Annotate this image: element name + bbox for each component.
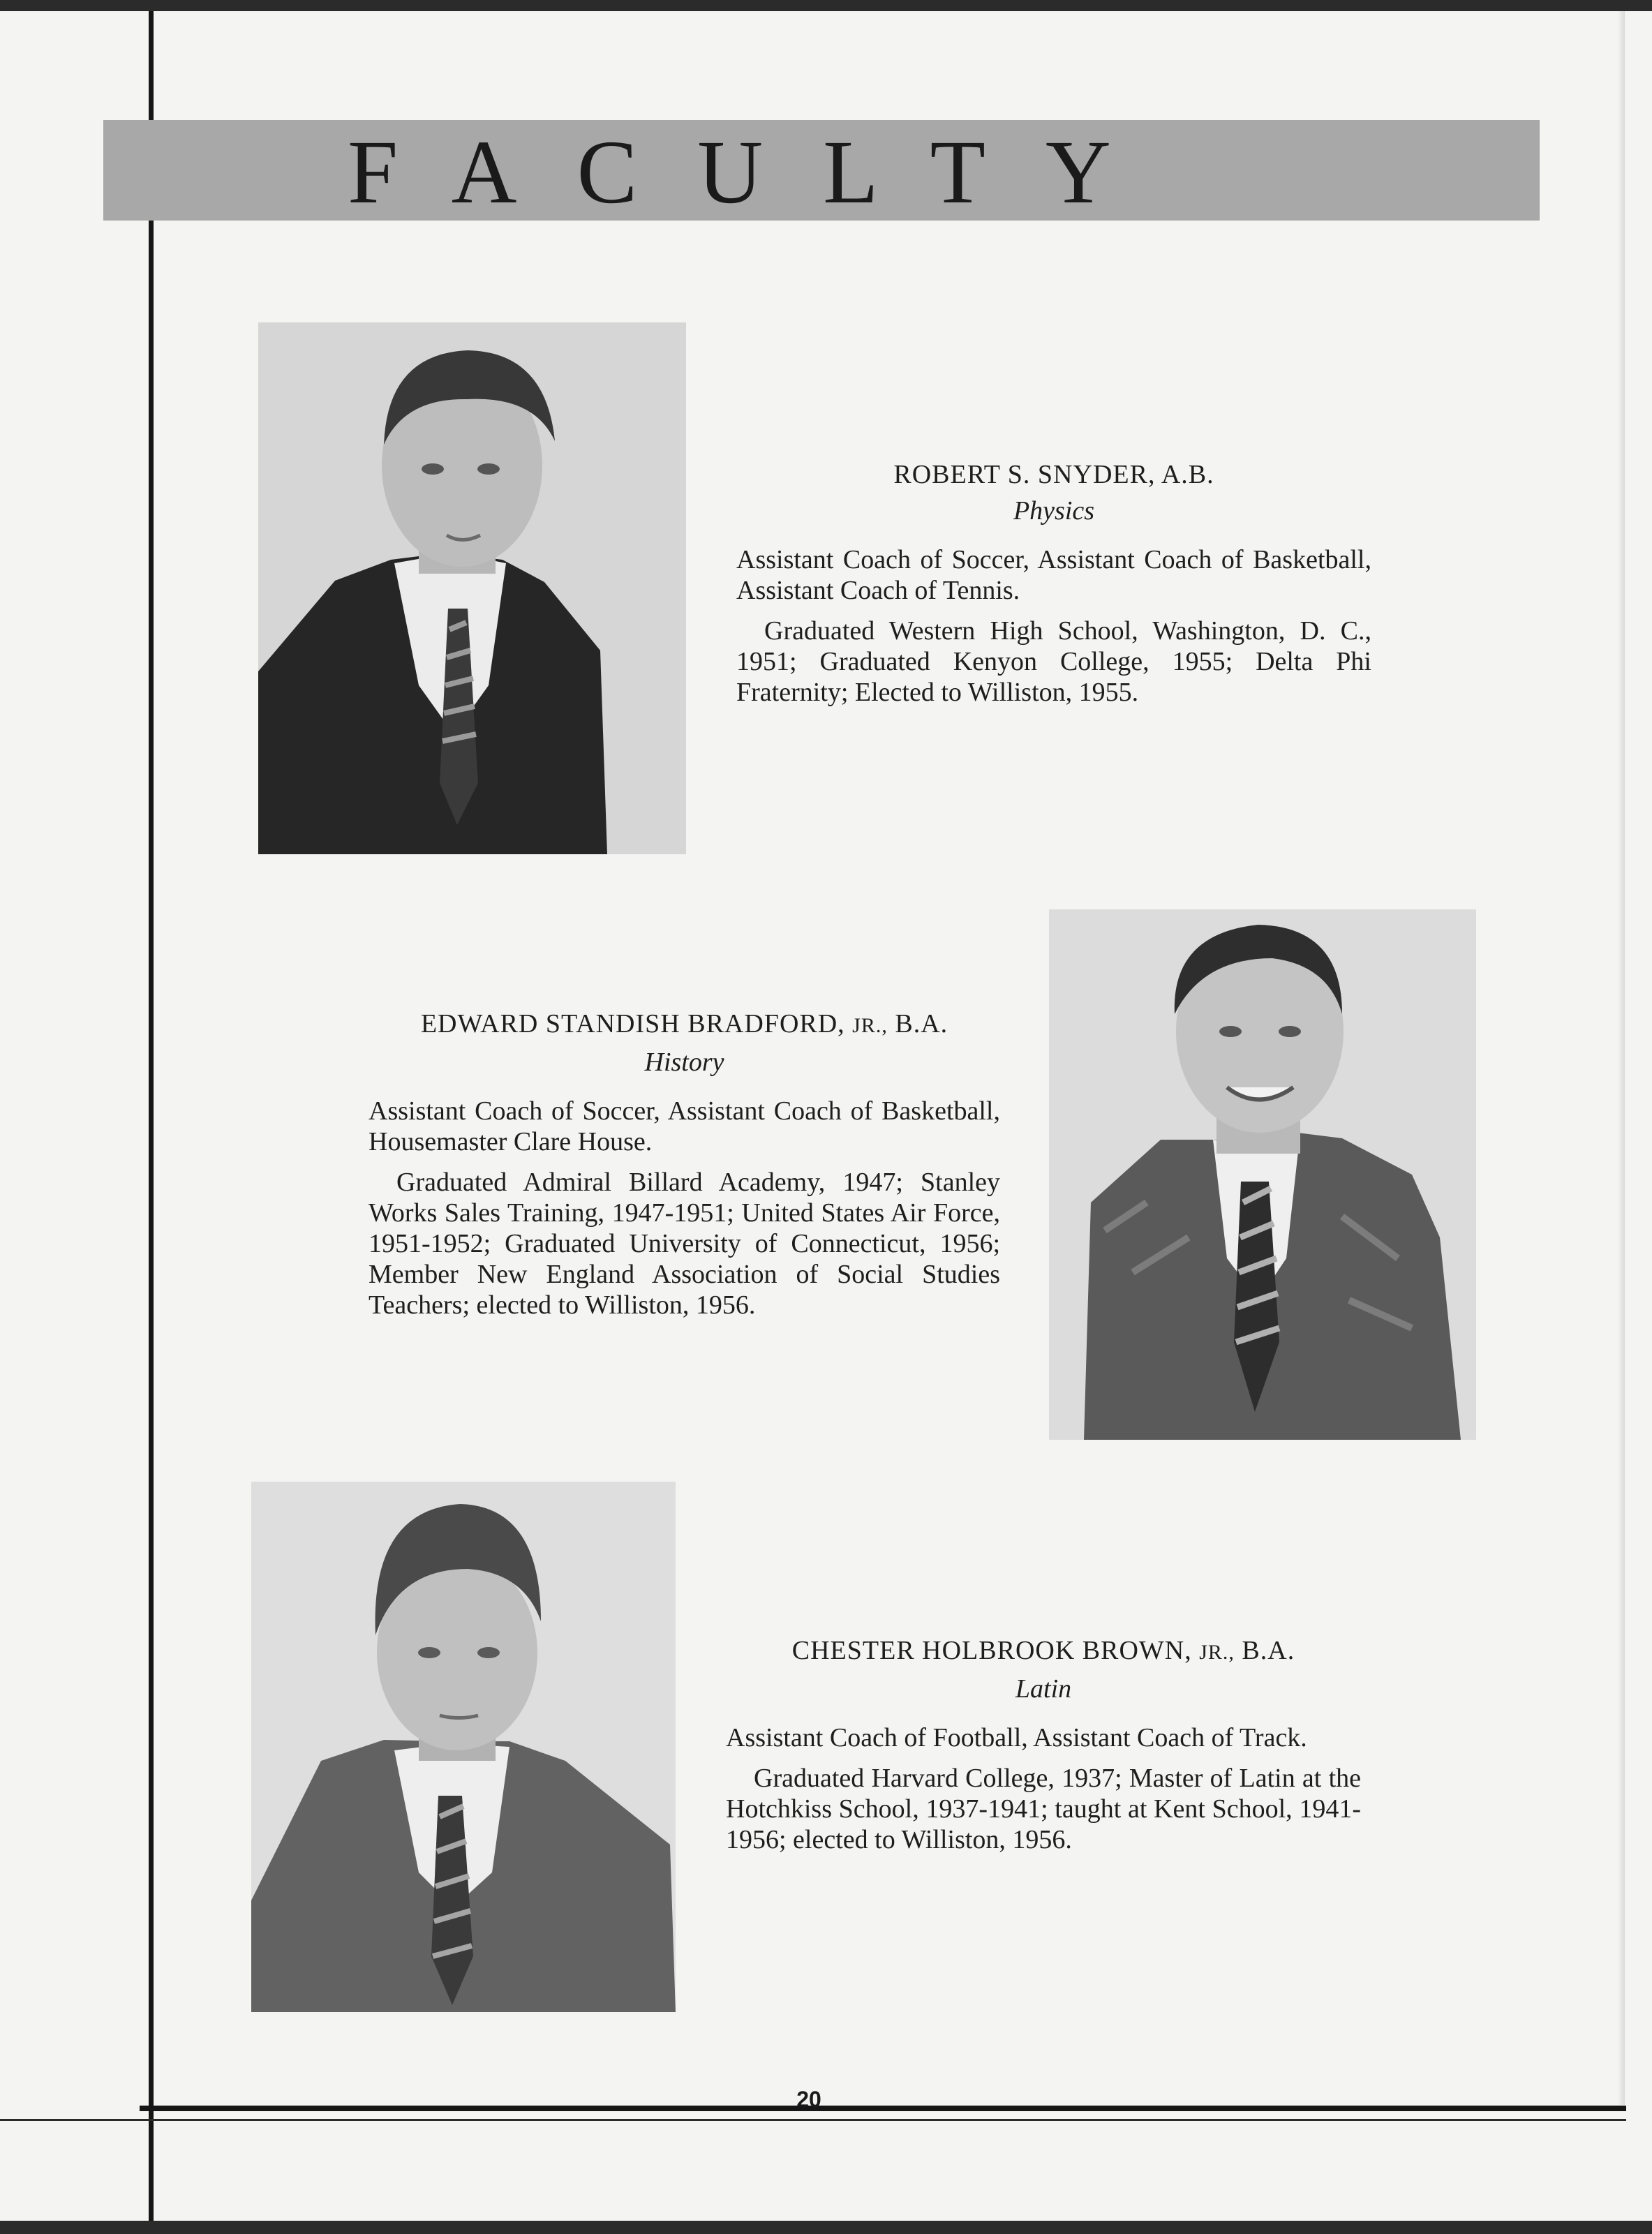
faculty-entry-brown: [726, 1635, 1361, 1855]
faculty-entry-bradford: [369, 1008, 1000, 1320]
footer-rule-thin: [0, 2119, 1626, 2121]
page-title: FACULTY: [348, 122, 1171, 223]
scan-top-edge: [0, 0, 1652, 11]
portrait-photo-brown: [251, 1482, 676, 2012]
page-rule-vertical: [149, 11, 154, 2234]
faculty-duties: Assistant Coach of Soccer, Assistant Coach of Basketball, Housemaster Clare House.: [369, 1096, 1000, 1156]
portrait-photo-bradford: [1049, 909, 1476, 1440]
faculty-name: ROBERT S. SNYDER, A.B.: [893, 460, 1214, 489]
faculty-duties: Assistant Coach of Football, Assistant Coach of Track.: [726, 1723, 1307, 1752]
portrait-photo-snyder: [258, 322, 686, 854]
faculty-name: CHESTER HOLBROOK BROWN, JR., B.A.: [791, 1636, 1295, 1665]
page-number: 20: [796, 2087, 821, 2112]
faculty-subject: History: [644, 1048, 724, 1077]
footer-rule: [140, 2106, 1626, 2111]
faculty-bio: Graduated Western High School, Washington, D. C., 1951; Graduated Kenyon College, 1955; Delta Phi Fraternity; Elected to Williston, 1955.: [736, 616, 1371, 707]
faculty-subject: Latin: [1015, 1674, 1072, 1704]
faculty-duties: Assistant Coach of Soccer, Assistant Coach of Basketball, Assistant Coach of Tennis.: [736, 545, 1371, 605]
faculty-name: EDWARD STANDISH BRADFORD, JR., B.A.: [420, 1009, 948, 1038]
faculty-bio: Graduated Admiral Billard Academy, 1947; Stanley Works Sales Training, 1947-1951; United States Air Force, 1951-1952; Graduated University of Connecticut, 1956; Member New England Association of Social Studies Teachers; elected to Williston, 1956.: [369, 1168, 1000, 1320]
page-fold-shadow: [1618, 11, 1625, 2105]
scan-bottom-edge: [0, 2221, 1652, 2234]
faculty-bio: Graduated Harvard College, 1937; Master of Latin at the Hotchkiss School, 1937-1941; taught at Kent School, 1941-1956; elected to Williston, 1956.: [726, 1764, 1361, 1854]
faculty-subject: Physics: [1013, 496, 1095, 526]
faculty-entry-snyder: [736, 459, 1371, 708]
